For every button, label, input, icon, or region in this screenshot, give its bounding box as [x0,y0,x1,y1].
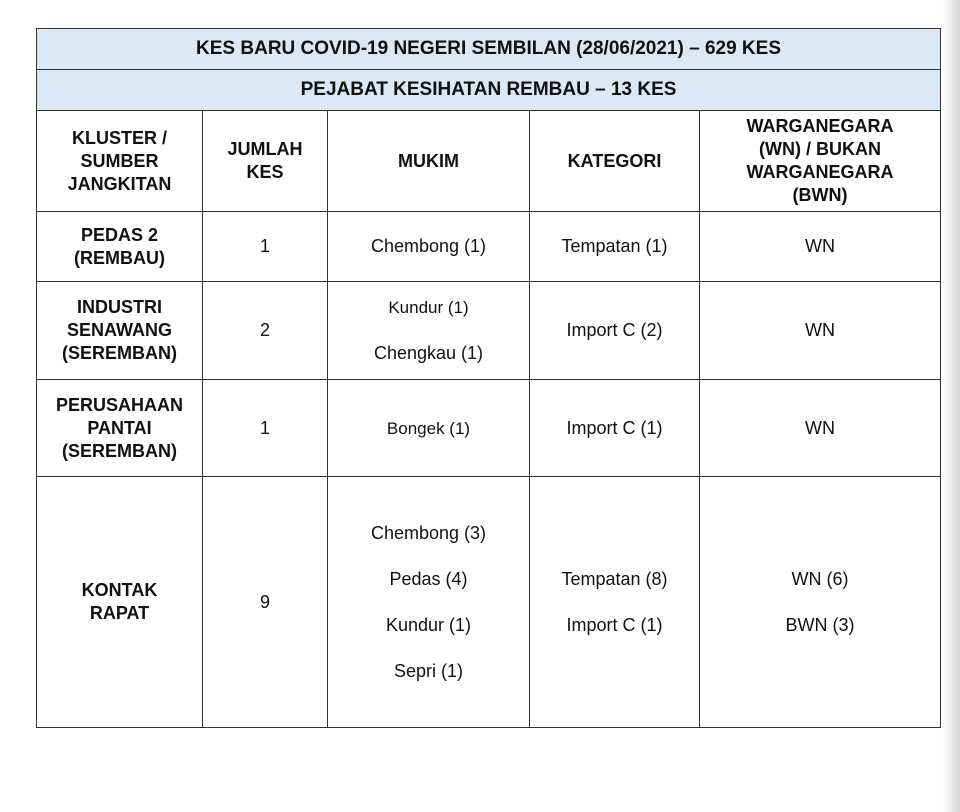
category-cell [530,477,700,728]
header-citizenship-line: WARGANEGARA [746,162,894,182]
header-count [203,111,328,212]
header-cluster-line: KLUSTER / [71,127,167,148]
header-citizenship-line: (BWN) [792,185,848,205]
table-subtitle: PEJABAT KESIHATAN REMBAU – 13 KES [37,70,941,111]
header-mukim: MUKIM [328,111,530,212]
mukim-cell [328,477,530,728]
cluster-line: PANTAI [87,417,152,438]
header-count-line: KES [246,162,284,182]
mukim-entry: Kundur (1) [385,614,472,635]
cluster-line: KONTAK [81,580,158,600]
table-row [37,212,941,282]
citizenship-entry: BWN (3) [785,614,855,635]
mukim-entry: Chembong (3) [370,522,487,543]
mukim-entry: Sepri (1) [393,660,464,681]
table-title: KES BARU COVID-19 NEGERI SEMBILAN (28/06/2021) – 629 KES [37,29,941,70]
mukim-cell [328,380,530,477]
mukim-cell [328,212,530,282]
column-header-row [37,111,941,212]
citizenship-cell [700,212,941,282]
citizenship-entry: WN [805,320,836,340]
table-row [37,477,941,728]
header-cluster [37,111,203,212]
cluster-line: RAPAT [89,603,150,623]
table-title-row [37,29,941,70]
citizenship-cell [700,380,941,477]
cluster-cell [37,477,203,728]
cluster-line: (SEREMBAN) [62,343,177,363]
category-entry: Import C (1) [566,417,663,438]
cluster-line: INDUSTRI [77,297,162,317]
page-edge-shadow [942,0,960,812]
cluster-cell [37,282,203,380]
citizenship-entry: WN [805,417,836,438]
cluster-line: PEDAS 2 [80,224,159,245]
header-citizenship-line: (WN) / BUKAN [759,139,881,159]
table-subtitle-row [37,70,941,111]
citizenship-entry: WN (6) [791,568,849,589]
count-cell: 1 [203,212,328,282]
mukim-cell [328,282,530,380]
category-cell [530,282,700,380]
cluster-line: PERUSAHAAN [55,394,183,415]
category-entry: Tempatan (8) [561,568,668,589]
header-cluster-line: JANGKITAN [67,173,172,194]
cluster-line: (SEREMBAN) [62,440,177,461]
header-citizenship-line: WARGANEGARA [746,116,894,136]
category-entry: Import C (1) [566,614,663,635]
category-cell [530,380,700,477]
mukim-entry: Bongek (1) [386,418,471,438]
cluster-line: SENAWANG [66,320,172,340]
table-row [37,282,941,380]
citizenship-cell [700,477,941,728]
count-cell: 9 [203,477,328,728]
header-count-line: JUMLAH [227,139,303,159]
header-cluster-line: SUMBER [80,150,159,171]
count-cell: 2 [203,282,328,380]
table-row [37,380,941,477]
category-entry: Import C (2) [566,320,663,340]
count-cell: 1 [203,380,328,477]
header-citizenship [700,111,941,212]
cluster-cell [37,212,203,282]
mukim-entry: Chengkau (1) [373,343,484,363]
header-category: KATEGORI [530,111,700,212]
category-cell [530,212,700,282]
category-entry: Tempatan (1) [561,236,668,256]
citizenship-entry: WN [805,236,836,256]
mukim-entry: Kundur (1) [388,298,469,317]
cluster-cell [37,380,203,477]
mukim-entry: Chembong (1) [370,236,487,256]
mukim-entry: Pedas (4) [389,568,468,589]
cluster-line: (REMBAU) [74,247,165,268]
covid-cases-table [36,28,941,728]
citizenship-cell [700,282,941,380]
